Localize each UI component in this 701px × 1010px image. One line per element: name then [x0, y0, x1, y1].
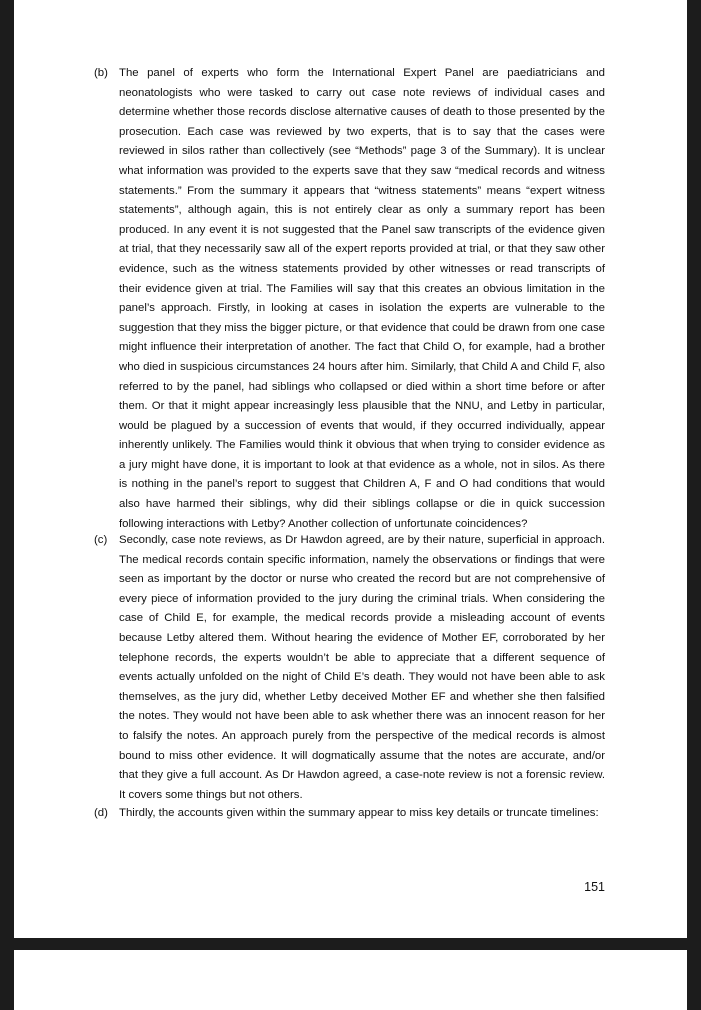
paragraph-text: Thirdly, the accounts given within the summary appear to miss key details or truncate timelines: — [119, 807, 599, 819]
document-page — [14, 0, 687, 938]
paragraph-text: Secondly, case note reviews, as Dr Hawdon agreed, are by their nature, superficial in approach. The medical records contain specific information, namely the observations or findings that were seen as important by the doctor or nurse who created the record but are not comprehensive of every piece of information provided to the jury during the criminal trials. When considering the case of Child E, for example, the medical records provide a misleading account of events because Letby altered them. Without hearing the evidence of Mother EF, corroborated by her telephone records, the experts wouldn’t be able to appreciate that a different sequence of events actually unfolded on the night of Child E’s death. They would not have been able to ask themselves, as the jury did, whether Letby deceived Mother EF and whether she then falsified the notes. They would not have been able to ask whether there was an innocent reason for her to falsify the notes. An approach purely from the perspective of the medical records is almost bound to miss other evidence. It will dogmatically assume that the notes are accurate, and/or that they give a full account. As Dr Hawdon agreed, a case-note review is not a forensic review. It covers some things but not others. — [119, 534, 605, 801]
next-page-edge — [14, 950, 687, 1010]
paragraph-label: (b) — [94, 67, 108, 79]
paragraph-label: (d) — [94, 807, 108, 819]
page-number: 151 — [584, 880, 605, 894]
paragraph-label: (c) — [94, 534, 108, 546]
paragraph-text: The panel of experts who form the International Expert Panel are paediatricians and neonatologists who were tasked to carry out case note reviews of individual cases and determine whether those records disclose alternative causes of death to those presented by the prosecution. Each case was reviewed by two experts, that is to say that the cases were reviewed in silos rather than collectively (see “Methods” page 3 of the Summary). It is unclear what information was provided to the experts save that they saw “medical records and witness statements.” From the summary it appears that “witness statements” means “expert witness statements”, although again, this is not entirely clear as only a summary report has been produced. In any event it is not suggested that the Panel saw transcripts of the evidence given at trial, that they necessarily saw all of the expert reports provided at trial, or that they saw other evidence, such as the witness statements provided by other witnesses or read transcripts of their evidence given at trial. The Families will say that this creates an obvious limitation in the panel’s approach. Firstly, in looking at cases in isolation the experts are vulnerable to the suggestion that they miss the bigger picture, or that evidence that could be drawn from one case might influence their interpretation of another. The fact that Child O, for example, had a brother who died in suspicious circumstances 24 hours after him. Similarly, that Child A and Child F, also referred to by the panel, had siblings who collapsed or died within a short time before or after them. Or that it might appear increasingly less plausible that the NNU, and Letby in particular, would be plagued by a succession of events that would, if they occurred individually, appear inherently unlikely. The Families would think it obvious that when trying to consider evidence as a jury might have done, it is important to look at that evidence as a whole, not in silos. As there is nothing in the panel’s report to suggest that Children A, F and O had conditions that would also have harmed their siblings, why did their siblings collapse or die in quick succession following interactions with Letby? Another collection of unfortunate coincidences? — [119, 67, 605, 530]
